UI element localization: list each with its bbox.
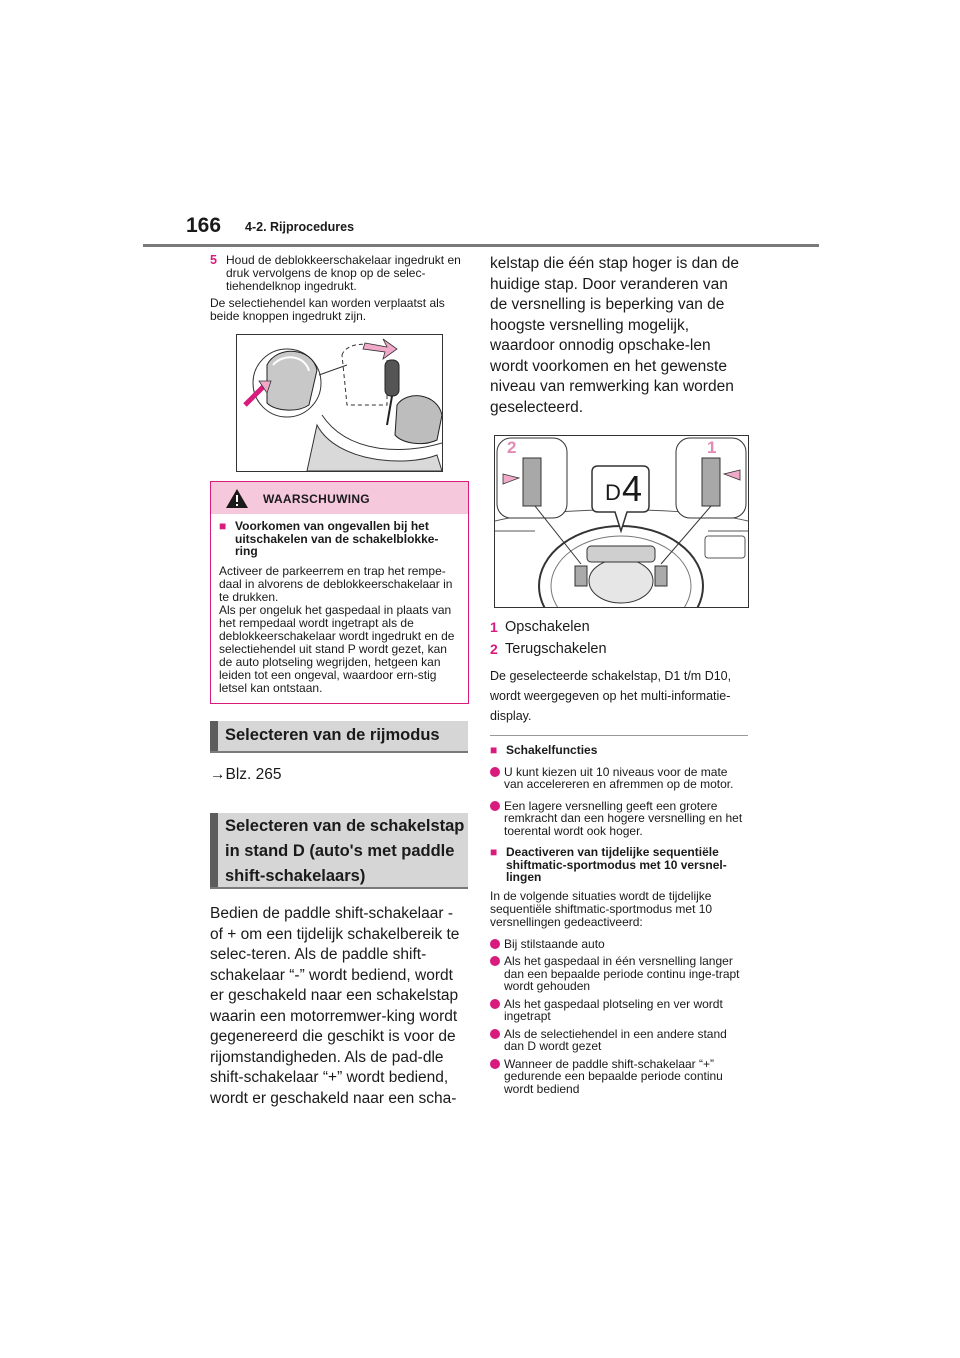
step-text: Houd de deblokkeerschakelaar ingedrukt en druk vervolgens de knop op de selec-tiehendelknop ingedrukt. [226,253,461,293]
list-item-text: Een lagere versnelling geeft een grotere remkracht dan een hogere versnelling en het toerental wordt ook hoger. [504,798,743,838]
bullet-dot [490,1029,500,1039]
heading-text: Deactiveren van tijdelijke sequentiële shiftmatic-sportmodus met 10 versnel-lingen [506,845,727,884]
bullet-dot [490,999,500,1009]
legend-number: 1 [490,619,498,635]
step-number: 5 [210,253,217,267]
heading-bar [210,813,218,887]
warning-icon [225,488,249,509]
list-item [490,1028,748,1053]
section-heading-schakelstap [210,813,468,889]
schakel-list [490,766,748,838]
warning-box [210,481,469,704]
bullet-dot [490,767,500,777]
label-2: 2 [507,438,517,457]
heading-bar [210,721,218,751]
list-item [490,938,748,951]
label-1: 1 [707,438,717,457]
note-text: De selectiehendel kan worden verplaatst als beide knoppen ingedrukt zijn. [210,296,445,323]
warning-heading-text: Voorkomen van ongevallen bij het uitschakelen van de schakelblokke-ring [235,519,439,558]
warning-header [211,482,468,514]
figure-legend [490,616,748,660]
legend-item [490,638,748,660]
divider [490,735,748,736]
steering-wheel-illustration [494,435,749,608]
list-item-text: Wanneer de paddle shift-schakelaar “+” gedurende een bepaalde periode continu wordt bediend [504,1056,723,1096]
display-number: 4 [622,468,643,509]
list-item [490,800,748,838]
section-heading-rijmodus [210,721,468,753]
square-bullet-icon: ■ [219,519,227,533]
section-heading-text: Selecteren van de rijmodus [225,725,440,744]
page-number: 166 [186,214,222,237]
paddle-shift-body: Bedien de paddle shift-schakelaar - of + om een tijdelijk schakelbereik te selec-teren. Als de paddle shift-schakelaar “-” wordt bediend, wordt er geschakeld naar een schakelstap waarin een motorremwer-king wordt gegenereerd die geschikt is voor de rijomstandigheden. Als de pad-dle shift-schakelaar “+” wordt bediend, wordt er geschakeld naar een scha- [210,905,460,1107]
warning-text-2: Als per ongeluk het gaspedaal in plaats van het rempedaal wordt ingetrapt als de deblokkeerschakelaar wordt ingedrukt en de selectiehendel uit stand P wordt gezet, kan de auto plotseling wegrijden, hetgeen kan leiden tot een ongeval, waardoor ern-stig letsel kan ontstaan. [219,602,455,695]
legend-text: Opschakelen [505,619,590,635]
shift-lever-drawing [237,335,442,471]
bullet-dot [490,801,500,811]
body-continuation: kelstap die één stap hoger is dan de huidige stap. Door veranderen van de versnelling is beperking van de hoogste versnelling mogelijk, waardoor onnodig opschake-len wordt voorkomen en het gewenste niveau van remwerking kan worden geselecteerd. [490,255,740,416]
deactiveren-intro: In de volgende situaties wordt de tijdelijke sequentiële shiftmatic-sportmodus met 10 versnellingen gedeactiveerd: [490,888,713,929]
list-item [490,766,748,791]
list-item [490,1058,748,1096]
bullet-dot [490,939,500,949]
list-item-text: U kunt kiezen uit 10 niveaus voor de mate van accelereren en afremmen op de motor. [504,764,734,791]
display-letter: D [605,480,621,505]
legend-number: 2 [490,641,498,657]
section-heading-text: Selecteren van de schakelstap in stand D (auto's met paddle shift-schakelaars) [225,817,465,885]
steering-wheel-drawing [495,436,748,607]
list-item-text: Als het gaspedaal plotseling en ver wordt ingetrapt [504,996,723,1023]
section-title: 4-2. Rijprocedures [245,220,355,234]
shift-lever-illustration [236,334,443,472]
legend-item [490,616,748,638]
list-item-text: Als het gaspedaal in één versnelling langer dan een bepaalde periode continu inge-trapt wordt gehouden [504,954,740,993]
square-bullet-icon: ■ [490,743,498,757]
schakelfuncties-heading [490,744,748,757]
list-item-text: Als de selectiehendel in een andere stand dan D wordt gezet [504,1026,727,1053]
list-item [490,955,748,993]
square-bullet-icon: ■ [490,845,498,859]
bullet-dot [490,1059,500,1069]
legend-text: Terugschakelen [505,641,607,657]
deactiveren-list [490,938,748,1096]
warning-heading [219,520,460,558]
right-column [490,254,748,1095]
left-column [210,254,470,1109]
page-reference[interactable]: →Blz. 265 [210,765,282,783]
list-item [490,998,748,1023]
header-rule [143,244,819,247]
step-5 [210,254,470,293]
deactiveren-heading [490,846,748,884]
warning-text-1: Activeer de parkeerrem en trap het rempe-daal in alvorens de deblokkeerschakelaar in te drukken. [219,563,453,604]
list-item-text: Bij stilstaande auto [504,936,605,951]
warning-body [211,514,468,703]
heading-text: Schakelfuncties [506,743,598,757]
bullet-dot [490,956,500,966]
warning-title: WAARSCHUWING [263,492,370,506]
legend-note: De geselecteerde schakelstap, D1 t/m D10, wordt weergegeven op het multi-informatie-display. [490,669,732,723]
